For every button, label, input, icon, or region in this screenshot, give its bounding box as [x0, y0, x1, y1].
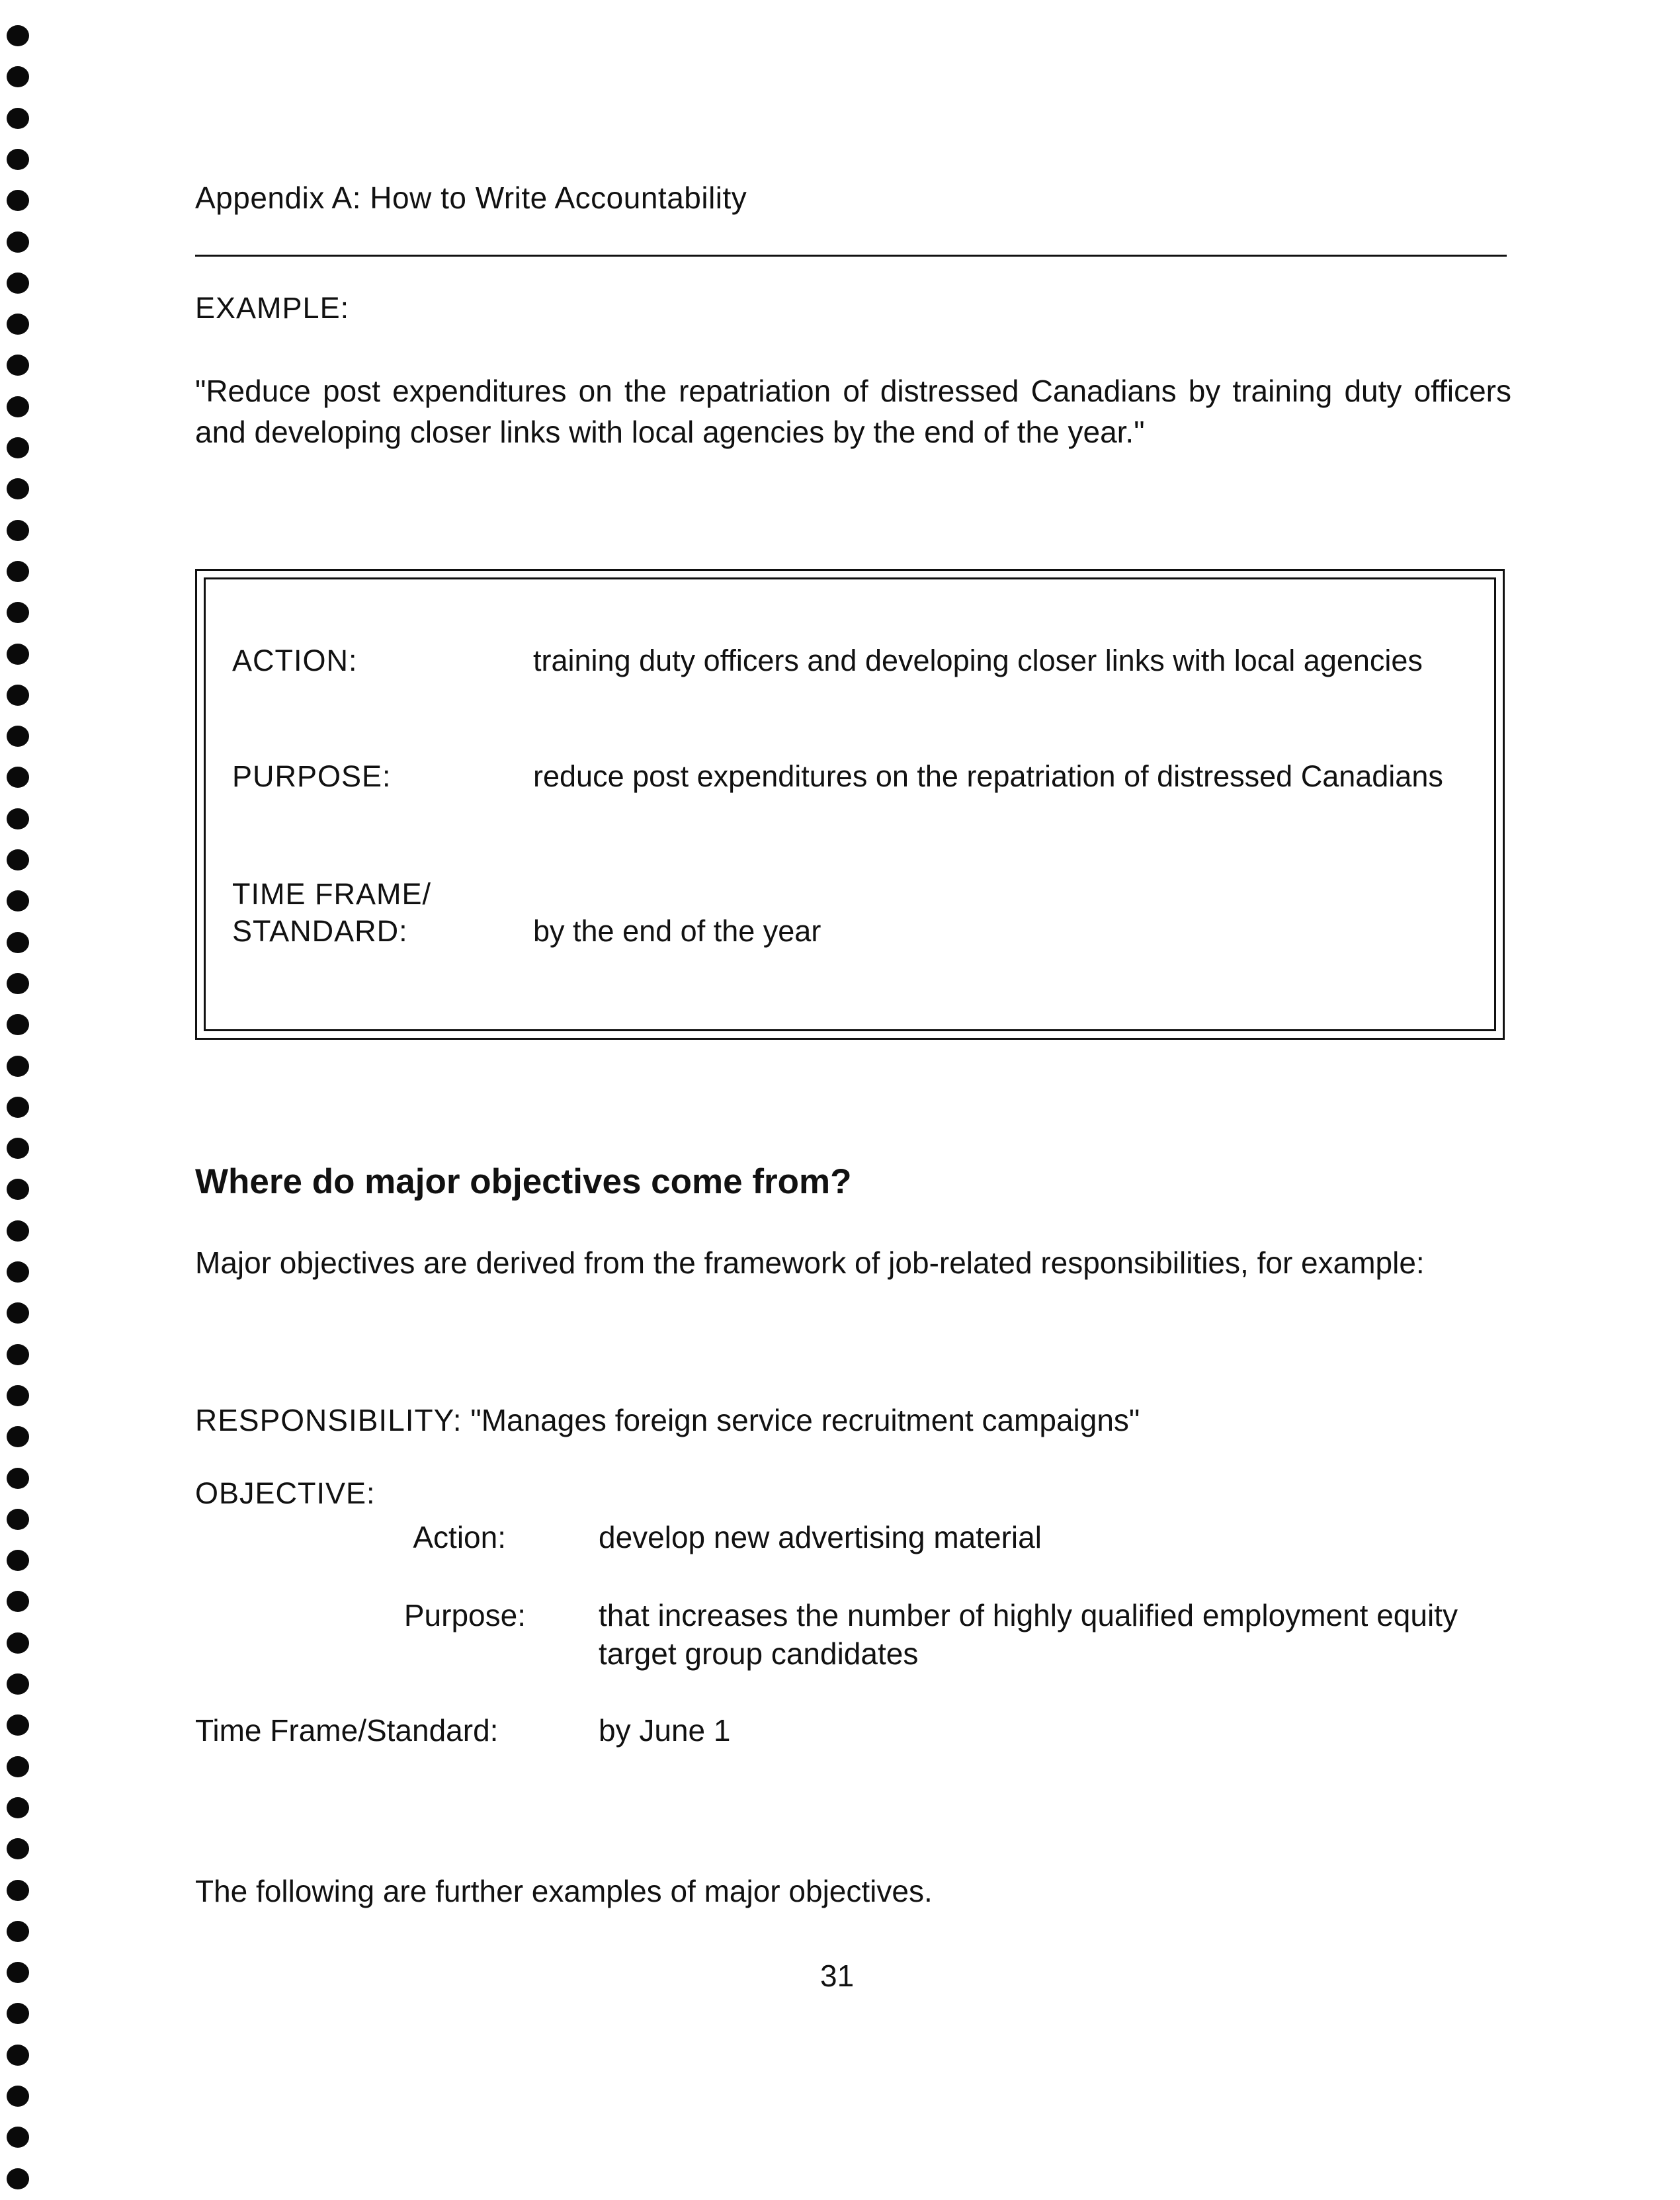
binding-hole	[7, 602, 29, 623]
breakdown-value-purpose: reduce post expenditures on the repatriation of distressed Canadians	[533, 759, 1443, 793]
binding-hole	[7, 890, 29, 911]
binding-hole	[7, 1468, 29, 1489]
binding-hole	[7, 1344, 29, 1365]
binding-hole	[7, 1385, 29, 1406]
breakdown-value-time-frame: by the end of the year	[533, 914, 821, 948]
binding-hole	[7, 66, 29, 87]
page-number: 31	[820, 1959, 855, 1993]
binding-hole	[7, 1550, 29, 1571]
objective-value-action: develop new advertising material	[599, 1520, 1042, 1554]
objective-value-purpose: that increases the number of highly qualified employment equity target group candidates	[599, 1598, 1458, 1671]
binding-hole	[7, 1921, 29, 1942]
binding-hole	[7, 1220, 29, 1242]
breakdown-label-time-frame-line1: TIME FRAME/	[232, 877, 431, 911]
binding-hole	[7, 1591, 29, 1612]
binding-hole	[7, 437, 29, 458]
objective-breakdown-inner-border	[204, 577, 1496, 1031]
objective-label: OBJECTIVE:	[195, 1476, 376, 1510]
breakdown-label-action: ACTION:	[232, 644, 358, 677]
binding-hole	[7, 1261, 29, 1283]
section-heading: Where do major objectives come from?	[195, 1162, 852, 1201]
closing-text: The following are further examples of major objectives.	[195, 1874, 933, 1908]
binding-hole	[7, 1962, 29, 1983]
binding-hole	[7, 1302, 29, 1324]
binding-hole	[7, 1756, 29, 1777]
binding-hole	[7, 1797, 29, 1818]
binding-hole	[7, 25, 29, 46]
binding-hole	[7, 1056, 29, 1077]
breakdown-label-time-frame	[232, 876, 523, 950]
breakdown-value-action: training duty officers and developing closer links with local agencies	[533, 644, 1423, 677]
binding-hole	[7, 1138, 29, 1159]
responsibility-line	[195, 1402, 1140, 1438]
binding-hole	[7, 644, 29, 665]
binding-hole	[7, 355, 29, 376]
breakdown-label-time-frame-line2: STANDARD:	[232, 914, 408, 948]
binding-hole	[7, 232, 29, 253]
binding-hole	[7, 1838, 29, 1859]
binding-hole	[7, 2127, 29, 2148]
binding-hole	[7, 767, 29, 788]
section-intro: Major objectives are derived from the framework of job-related responsibilities, for example:	[195, 1246, 1425, 1280]
binding-hole	[7, 1179, 29, 1200]
binding-hole	[7, 2003, 29, 2024]
breakdown-label-purpose: PURPOSE:	[232, 759, 392, 793]
objective-label-time-frame: Time Frame/Standard:	[195, 1713, 499, 1748]
objective-breakdown-box	[195, 569, 1505, 1040]
binding-hole	[7, 396, 29, 417]
binding-hole	[7, 932, 29, 953]
binding-hole	[7, 1880, 29, 1901]
binding-hole	[7, 2168, 29, 2189]
binding-hole	[7, 561, 29, 582]
page-header: Appendix A: How to Write Accountability	[195, 181, 747, 215]
binding-hole	[7, 2086, 29, 2107]
binding-hole	[7, 1632, 29, 1654]
binding-hole	[7, 1014, 29, 1035]
objective-value-time-frame: by June 1	[599, 1713, 731, 1748]
responsibility-value: "Manages foreign service recruitment campaigns"	[470, 1403, 1140, 1437]
binding-hole	[7, 726, 29, 747]
example-label: EXAMPLE:	[195, 291, 350, 325]
objective-label-purpose: Purpose:	[403, 1598, 526, 1632]
binding-hole	[7, 1509, 29, 1530]
binding-hole	[7, 478, 29, 499]
binding-hole	[7, 1673, 29, 1695]
binding-hole	[7, 190, 29, 211]
binding-hole	[7, 808, 29, 829]
header-divider	[195, 255, 1507, 257]
binding-hole	[7, 685, 29, 706]
example-quote: "Reduce post expenditures on the repatriation of distressed Canadians by training duty officers and developing closer links with local agencies by the end of the year."	[195, 374, 1511, 449]
binding-hole	[7, 108, 29, 129]
binding-hole	[7, 2045, 29, 2066]
binding-hole	[7, 1097, 29, 1118]
binding-hole	[7, 849, 29, 870]
binding-hole	[7, 973, 29, 994]
binding-hole	[7, 314, 29, 335]
binding-hole	[7, 149, 29, 170]
binding-hole	[7, 273, 29, 294]
responsibility-label: RESPONSIBILITY:	[195, 1403, 462, 1437]
binding-hole	[7, 1714, 29, 1736]
objective-label-action: Action:	[413, 1520, 506, 1554]
binding-hole	[7, 1426, 29, 1447]
binding-hole	[7, 520, 29, 541]
spiral-binding	[0, 0, 40, 2200]
